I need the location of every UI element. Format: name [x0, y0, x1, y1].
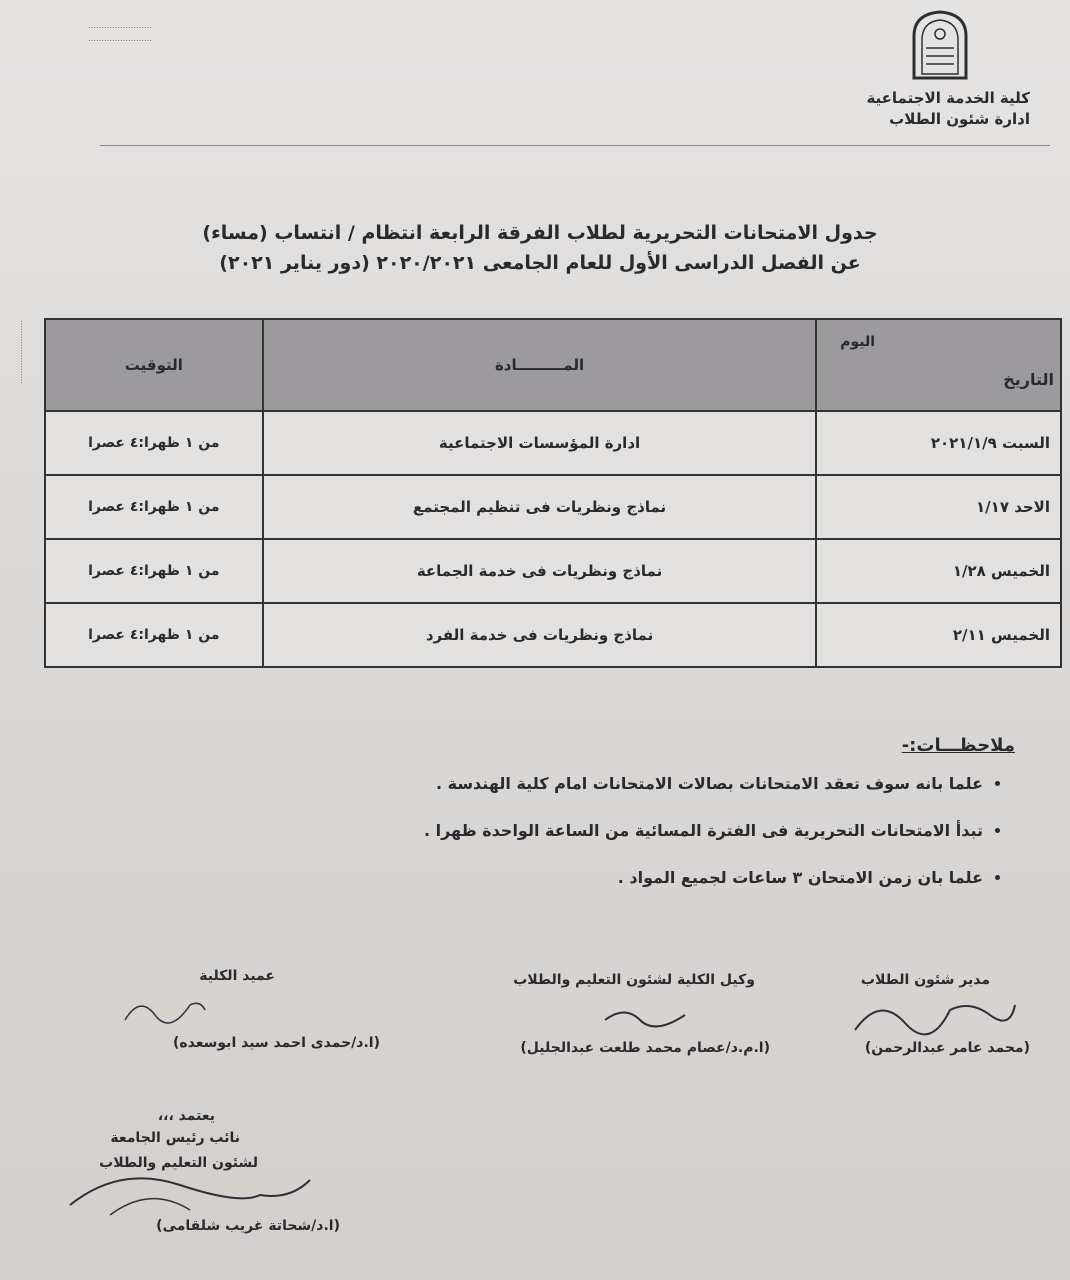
vice-president-title-1: نائب رئيس الجامعة	[110, 1130, 240, 1146]
vice-president-signature-icon	[60, 1165, 320, 1225]
notes-list	[315, 774, 1015, 887]
header-subject: المـــــــــادة	[263, 319, 817, 411]
row-subject: نماذج ونظريات فى خدمة الفرد	[263, 603, 817, 667]
row-date: الخميس ١/٢٨	[816, 539, 1061, 603]
header-divider	[100, 145, 1050, 146]
header-day-date	[816, 319, 1061, 411]
manager-name: (محمد عامر عبدالرحمن)	[864, 1040, 1030, 1056]
title-line-2: عن الفصل الدراسى الأول للعام الجامعى ٢٠٢٠/٢٠٢١ (دور يناير ٢٠٢١)	[219, 252, 861, 275]
approval-label: يعتمد ،،،	[157, 1108, 215, 1124]
exam-schedule-table	[44, 318, 1062, 668]
row-time: من ١ ظهرا:٤ عصرا	[45, 475, 263, 539]
header-time: التوقيت	[45, 319, 263, 411]
side-margin-note	[10, 320, 28, 610]
row-time: من ١ ظهرا:٤ عصرا	[45, 411, 263, 475]
department-name: ادارة شئون الطلاب	[889, 110, 1030, 128]
side-text: ……………………	[19, 320, 28, 384]
table-row	[45, 475, 1061, 539]
manager-title: مدير شئون الطلاب	[860, 972, 990, 988]
top-left-reference	[88, 20, 152, 46]
row-time: من ١ ظهرا:٤ عصرا	[45, 603, 263, 667]
table-row	[45, 539, 1061, 603]
note-item: • علما بان زمن الامتحان ٣ ساعات لجميع المواد .	[315, 868, 983, 887]
row-subject: نماذج ونظريات فى خدمة الجماعة	[263, 539, 817, 603]
vice-president-name: (ا.د/شحاتة غريب شلقامى)	[156, 1218, 340, 1234]
table-row	[45, 411, 1061, 475]
row-time: من ١ ظهرا:٤ عصرا	[45, 539, 263, 603]
row-date: السبت ٢٠٢١/١/٩	[816, 411, 1061, 475]
vice-dean-title: وكيل الكلية لشئون التعليم والطلاب	[513, 972, 755, 988]
note-item: • علما بانه سوف تعقد الامتحانات بصالات الامتحانات امام كلية الهندسة .	[315, 774, 983, 793]
vice-president-title-2: لشئون التعليم والطلاب	[99, 1155, 258, 1171]
manager-signature-icon	[850, 985, 1020, 1040]
top-left-line-1: ……………………	[88, 21, 152, 30]
university-logo-icon	[908, 8, 972, 80]
dean-signature-icon	[120, 990, 210, 1030]
dean-title: عميد الكلية	[199, 968, 275, 984]
note-item: • تبدأ الامتحانات التحريرية فى الفترة المسائية من الساعة الواحدة ظهرا .	[315, 821, 983, 840]
row-subject: ادارة المؤسسات الاجتماعية	[263, 411, 817, 475]
notes-heading: ملاحظـــات:-	[901, 735, 1015, 756]
top-left-line-2: ……………………	[88, 33, 152, 43]
vice-dean-name: (ا.م.د/عصام محمد طلعت عبدالجليل)	[520, 1040, 770, 1056]
college-header	[866, 88, 1030, 130]
header-day: اليوم	[840, 334, 875, 350]
row-subject: نماذج ونظريات فى تنظيم المجتمع	[263, 475, 817, 539]
row-date: الاحد ١/١٧	[816, 475, 1061, 539]
header-date: التاريخ	[1003, 370, 1054, 389]
vice-dean-signature-icon	[600, 1000, 690, 1030]
document-title	[155, 218, 925, 279]
college-name: كلية الخدمة الاجتماعية	[866, 89, 1030, 107]
title-line-1: جدول الامتحانات التحريرية لطلاب الفرقة الرابعة انتظام / انتساب (مساء)	[202, 222, 878, 244]
table-row	[45, 603, 1061, 667]
row-date: الخميس ٢/١١	[816, 603, 1061, 667]
notes-section	[315, 735, 1015, 915]
dean-name: (ا.د/حمدى احمد سيد ابوسعده)	[172, 1035, 380, 1051]
table-header-row	[45, 319, 1061, 411]
